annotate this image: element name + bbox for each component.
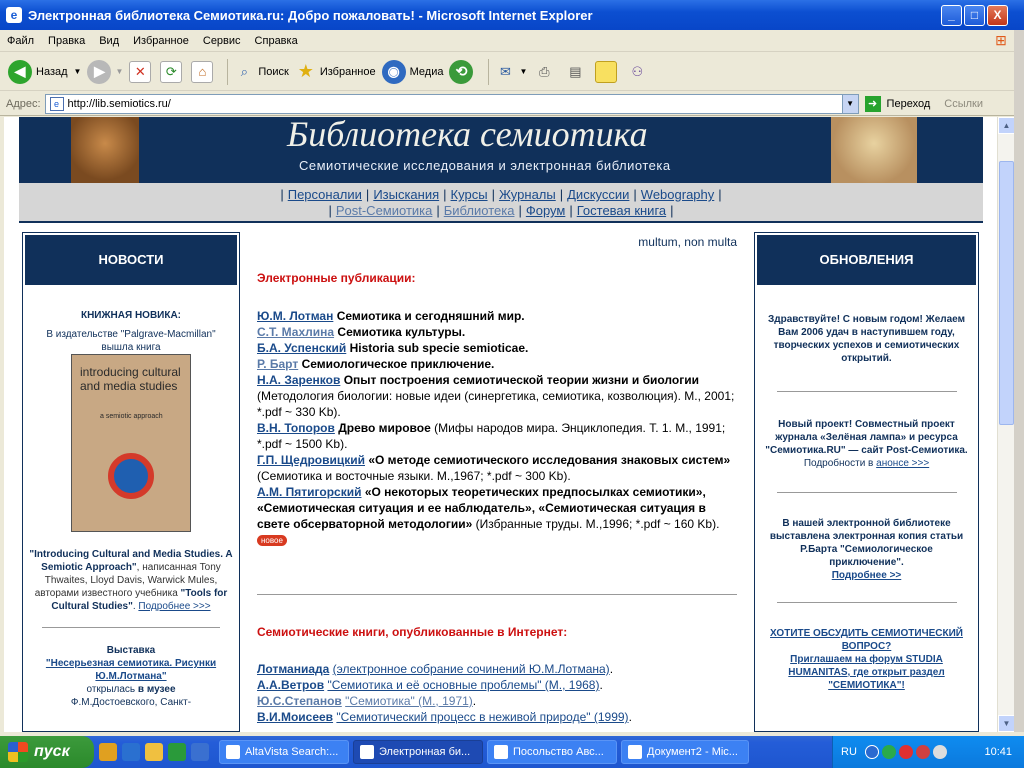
task-ie-icon [360, 745, 374, 759]
back-dropdown-icon[interactable]: ▼ [73, 67, 82, 76]
publication-entry [257, 484, 737, 548]
back-label: Назад [36, 65, 68, 78]
publication-title: Опыт построения семиотической теории жизни и биологии [343, 373, 699, 387]
task-altavista[interactable]: AltaVista Search:... [219, 740, 349, 764]
go-button[interactable] [865, 96, 931, 112]
publication-author-link[interactable]: Ю.М. Лотман [257, 309, 334, 323]
publication-author-link[interactable]: А.М. Пятигорский [257, 485, 362, 499]
book-author-link[interactable]: А.А.Ветров [257, 678, 325, 692]
home-icon[interactable]: ⌂ [191, 61, 213, 83]
address-dropdown-icon[interactable]: ▼ [842, 95, 858, 113]
news-heading: НОВОСТИ [25, 235, 237, 285]
close-button[interactable]: X [987, 5, 1008, 26]
forward-dropdown-icon[interactable]: ▼ [115, 67, 124, 76]
publication-entry [257, 308, 737, 324]
discuss-icon[interactable] [595, 61, 617, 83]
windows-logo-icon: ⊞ [995, 32, 1007, 48]
task-ie-icon [494, 745, 508, 759]
book-cover[interactable] [71, 354, 191, 532]
forward-arrow-icon: ▶ [87, 60, 111, 84]
publication-author-link[interactable]: Р. Барт [257, 357, 299, 371]
address-input[interactable] [45, 94, 859, 114]
print-icon[interactable]: ⎙ [539, 63, 550, 79]
media-button[interactable] [382, 60, 444, 84]
menu-view[interactable]: Вид [99, 34, 120, 47]
task-document[interactable]: Документ2 - Mic... [621, 740, 749, 764]
expo-opened: открылась [86, 684, 136, 695]
motto: multum, non multa [638, 235, 737, 249]
search-button[interactable] [233, 61, 288, 83]
search-label: Поиск [258, 65, 289, 78]
favorites-label: Избранное [319, 65, 376, 78]
project-news: Новый проект! Совместный проект журнала «Зелёная лампа» и ресурса "Семиотика.RU" — сайт Post-Семиотика. [765, 419, 968, 456]
system-tray [832, 736, 1024, 768]
publication-title: Historia sub specie semioticae. [349, 341, 529, 355]
site-banner [19, 117, 983, 183]
menu-help[interactable]: Справка [254, 34, 298, 47]
refresh-icon[interactable]: ⟳ [160, 61, 182, 83]
book-intro: В издательстве "Palgrave-Macmillan" вышла книга [46, 329, 216, 353]
taskbar [0, 736, 1024, 768]
banner-title: Библиотека семиотика [287, 117, 648, 154]
go-label: Переход [886, 97, 931, 110]
publication-entry [257, 356, 737, 372]
main-content [257, 232, 737, 732]
back-arrow-icon: ◀ [8, 60, 32, 84]
book-more-link[interactable]: Подробнее >>> [138, 601, 211, 612]
quicklaunch-ie-icon[interactable] [122, 743, 140, 761]
toolbar [0, 53, 1024, 91]
book-author-link[interactable]: Ю.С.Степанов [257, 694, 342, 708]
search-icon: ⌕ [240, 63, 249, 79]
menu-tools[interactable]: Сервис [202, 34, 241, 47]
window-edge [1014, 30, 1024, 732]
book-entry: Ю.С.Степанов "Семиотика" (М., 1971). [257, 694, 477, 708]
menu-bar [0, 30, 1024, 52]
favorites-button[interactable] [295, 61, 376, 83]
mail-dropdown-icon[interactable]: ▼ [519, 67, 528, 76]
address-label: Адрес: [6, 97, 41, 110]
quicklaunch-explorer-icon[interactable] [191, 743, 209, 761]
main-divider [257, 594, 737, 595]
page-viewport [4, 117, 997, 732]
quicklaunch-excel-icon[interactable] [168, 743, 186, 761]
updates-heading: ОБНОВЛЕНИЯ [757, 235, 976, 285]
site-nav: | Персоналии | Изыскания | Курсы | Журналы | Дискуссии | Webography | | Post-Семиотика | Библиотека | Форум | Гостевая книга | [19, 183, 983, 223]
expo-link[interactable]: "Несерьезная семиотика. Рисунки Ю.М.Лотмана" [45, 658, 217, 682]
media-label: Медиа [409, 65, 444, 78]
publication-entry [257, 372, 737, 420]
no-entry-sign-image [108, 453, 154, 499]
scroll-up-icon[interactable]: ▲ [998, 117, 1015, 134]
nav-diskussii[interactable]: Дискуссии [567, 187, 630, 202]
nav-forum[interactable]: Форум [525, 203, 566, 218]
windows-flag-icon [8, 742, 28, 762]
start-label: пуск [34, 743, 70, 760]
publication-author-link[interactable]: Н.А. Заренков [257, 373, 341, 387]
library-news: В нашей электронной библиотеке выставлена электронная копия статьи Р.Барта "Семиологическое приключение". [769, 518, 964, 568]
publication-entry [257, 420, 737, 452]
publication-title: Древо мировое [338, 421, 431, 435]
banner-figure-left [71, 117, 139, 183]
star-icon: ★ [297, 61, 314, 81]
quicklaunch-word-icon[interactable] [145, 743, 163, 761]
menu-file[interactable]: Файл [7, 34, 35, 47]
news-column: НОВОСТИ КНИЖНАЯ НОВИКА: В издательстве "Palgrave-Macmillan" вышла книга introducing cultural and media studies a semiotic approach "Introducing Cultural and Media Studies. A Semiotic Approach", написанная Tony Thwaites, Lloyd Davis, Warwick Mules, авторами известного учебника "Tools for Cultural Studies". Подробнее >>> Выставка "Несерьезная семиотика. Рисунки Ю.М.Лотмана" открылась в музее Ф.М.Достоевского, Санкт- [22, 232, 240, 732]
tray-volume-icon[interactable] [933, 745, 947, 759]
publication-note: (Семиотика и восточные языки. М.,1967; *.pdf ~ 300 Kb). [257, 469, 571, 483]
publication-title: «О некоторых теоретических предпосылках семиотики», «Семиотическая ситуация и ее наблюдатель», «Семиотическая ситуация в свете обсерваторной методологии» [257, 485, 706, 531]
nav-biblioteka[interactable]: Библиотека [443, 203, 515, 218]
library-more-link[interactable]: Подробнее >> [831, 570, 902, 581]
tray-antivirus-icon[interactable] [899, 745, 913, 759]
menu-edit[interactable]: Правка [48, 34, 86, 47]
publication-title: «О методе семиотического исследования знаковых систем» [368, 453, 731, 467]
task-ie-icon [226, 745, 240, 759]
messenger-icon[interactable]: ⚇ [631, 63, 644, 79]
banner-vitruvian-image [831, 117, 917, 183]
book-entry: А.А.Ветров "Семиотика и её основные проблемы" (М., 1968). [257, 678, 603, 692]
history-icon[interactable]: ⟲ [449, 60, 473, 84]
publication-author-link[interactable]: Б.А. Успенский [257, 341, 347, 355]
book-title: "Introducing Cultural and Media Studies. A Semiotic Approach" [29, 549, 233, 573]
publication-title: Семиологическое приключение. [301, 357, 495, 371]
ie-icon: e [6, 7, 22, 23]
vertical-scrollbar[interactable] [997, 117, 1014, 732]
tray-network-icon[interactable] [882, 745, 896, 759]
book-title-link[interactable]: "Семиотика и её основные проблемы" (М., 1968) [327, 678, 600, 692]
window-title: Электронная библиотека Семиотика.ru: Добро пожаловать! - Microsoft Internet Explorer [28, 7, 593, 23]
nav-kursy[interactable]: Курсы [450, 187, 488, 202]
expo-in: в музее [137, 684, 176, 695]
task-embassy[interactable]: Посольство Авс... [487, 740, 617, 764]
expo-museum: Ф.М.Достоевского, Санкт- [70, 697, 192, 708]
book-title-link[interactable]: "Семиотика" (М., 1971) [345, 694, 473, 708]
book-cover-subtitle: a semiotic approach [100, 413, 163, 420]
publication-author-link[interactable]: С.Т. Махлина [257, 325, 335, 339]
publications-list [257, 308, 737, 548]
book-tools-title: "Tools for Cultural Studies" [51, 588, 228, 612]
updates-column [754, 232, 979, 732]
forum-invite-link[interactable]: Приглашаем на форум STUDIA HUMANITAS, где открыт раздел "СЕМИОТИКА"! [788, 654, 945, 691]
scroll-down-icon[interactable]: ▼ [998, 715, 1015, 732]
maximize-button[interactable]: □ [964, 5, 985, 26]
mail-icon[interactable]: ✉ [500, 63, 511, 79]
book-author-link[interactable]: Лотманиада [257, 662, 330, 676]
book-cover-title: introducing cultural and media studies [80, 365, 181, 393]
toolbar-separator [227, 59, 228, 85]
publication-note: (Мифы народов мира. Энциклопедия. Т. 1. М., 1991; *.pdf ~ 1500 Kb). [257, 421, 726, 451]
publication-note: (Методология биологии: новые идеи (синергетика, семиотика, козволюция). М., 2001; *.pdf ~ 330 Kb). [257, 389, 735, 419]
language-indicator[interactable]: RU [841, 746, 857, 758]
publication-title: Семиотика культуры. [337, 325, 466, 339]
book-entry: В.И.Моисеев "Семиотический процесс в неживой природе" (1999). [257, 710, 632, 724]
banner-subtitle: Семиотические исследования и электронная библиотека [299, 158, 671, 173]
new-badge: новое [257, 535, 287, 546]
scroll-thumb[interactable] [999, 161, 1014, 425]
address-url[interactable]: http://lib.semiotics.ru/ [67, 97, 171, 110]
publication-author-link[interactable]: В.Н. Топоров [257, 421, 335, 435]
publication-entry [257, 340, 737, 356]
book-author-link[interactable]: В.И.Моисеев [257, 710, 334, 724]
nav-webography[interactable]: Webography [640, 187, 715, 202]
books-list [257, 661, 737, 725]
publication-note: (Избранные труды. М.,1996; *.pdf ~ 160 Kb). [475, 517, 720, 531]
book-title-link[interactable]: (электронное собрание сочинений Ю.М.Лотмана) [332, 662, 610, 676]
tray-app-icon[interactable] [916, 745, 930, 759]
section-publications: Электронные публикации: [257, 271, 416, 285]
book-entry: Лотманиада (электронное собрание сочинений Ю.М.Лотмана). [257, 662, 614, 676]
nav-personalii[interactable]: Персоналии [287, 187, 362, 202]
forum-question-link[interactable]: ХОТИТЕ ОБСУДИТЬ СЕМИОТИЧЕСКИЙ ВОПРОС? [770, 628, 963, 652]
nav-izyskaniya[interactable]: Изыскания [373, 187, 440, 202]
minimize-button[interactable]: _ [941, 5, 962, 26]
menu-favorites[interactable]: Избранное [133, 34, 189, 47]
book-news-label: КНИЖНАЯ НОВИКА: [80, 310, 182, 321]
nav-post-semiotika[interactable]: Post-Семиотика [335, 203, 433, 218]
nav-zhurnaly[interactable]: Журналы [498, 187, 556, 202]
title-bar [0, 0, 1024, 30]
publication-entry [257, 452, 737, 484]
edit-icon[interactable]: ▤ [569, 63, 582, 79]
greeting: Здравствуйте! С новым годом! Желаем Вам 2006 удач в наступившем году, творческих успехов и семиотических открытий. [767, 314, 965, 364]
media-icon: ◉ [382, 60, 406, 84]
book-title-link[interactable]: "Семиотический процесс в неживой природе" (1999) [336, 710, 629, 724]
quicklaunch-firefox-icon[interactable] [99, 743, 117, 761]
clock: 10:41 [984, 746, 1012, 758]
links-label[interactable]: Ссылки [944, 97, 983, 110]
nav-guestbook[interactable]: Гостевая книга [576, 203, 667, 218]
publication-title: Семиотика и сегодняшний мир. [336, 309, 525, 323]
section-books: Семиотические книги, опубликованные в Интернет: [257, 625, 568, 639]
go-arrow-icon: ➜ [865, 96, 881, 112]
back-button[interactable] [8, 60, 81, 84]
project-more-text: Подробности в [803, 458, 874, 469]
address-bar [0, 92, 1024, 116]
task-library[interactable]: Электронная би... [353, 740, 483, 764]
expo-title: Выставка [106, 645, 156, 656]
stop-icon[interactable]: ✕ [129, 61, 151, 83]
task-word-icon [628, 745, 642, 759]
forward-button[interactable] [87, 60, 123, 84]
toolbar-separator [488, 59, 489, 85]
tray-arrow-icon[interactable] [865, 745, 879, 759]
page-icon: e [50, 97, 64, 111]
project-announce-link[interactable]: анонсе >>> [876, 458, 930, 469]
publication-entry [257, 324, 737, 340]
start-button[interactable] [0, 736, 94, 768]
book-description: , написанная Tony Thwaites, Lloyd Davis, Warwick Mules, авторами известного учебника [34, 562, 221, 599]
publication-author-link[interactable]: Г.П. Щедровицкий [257, 453, 365, 467]
